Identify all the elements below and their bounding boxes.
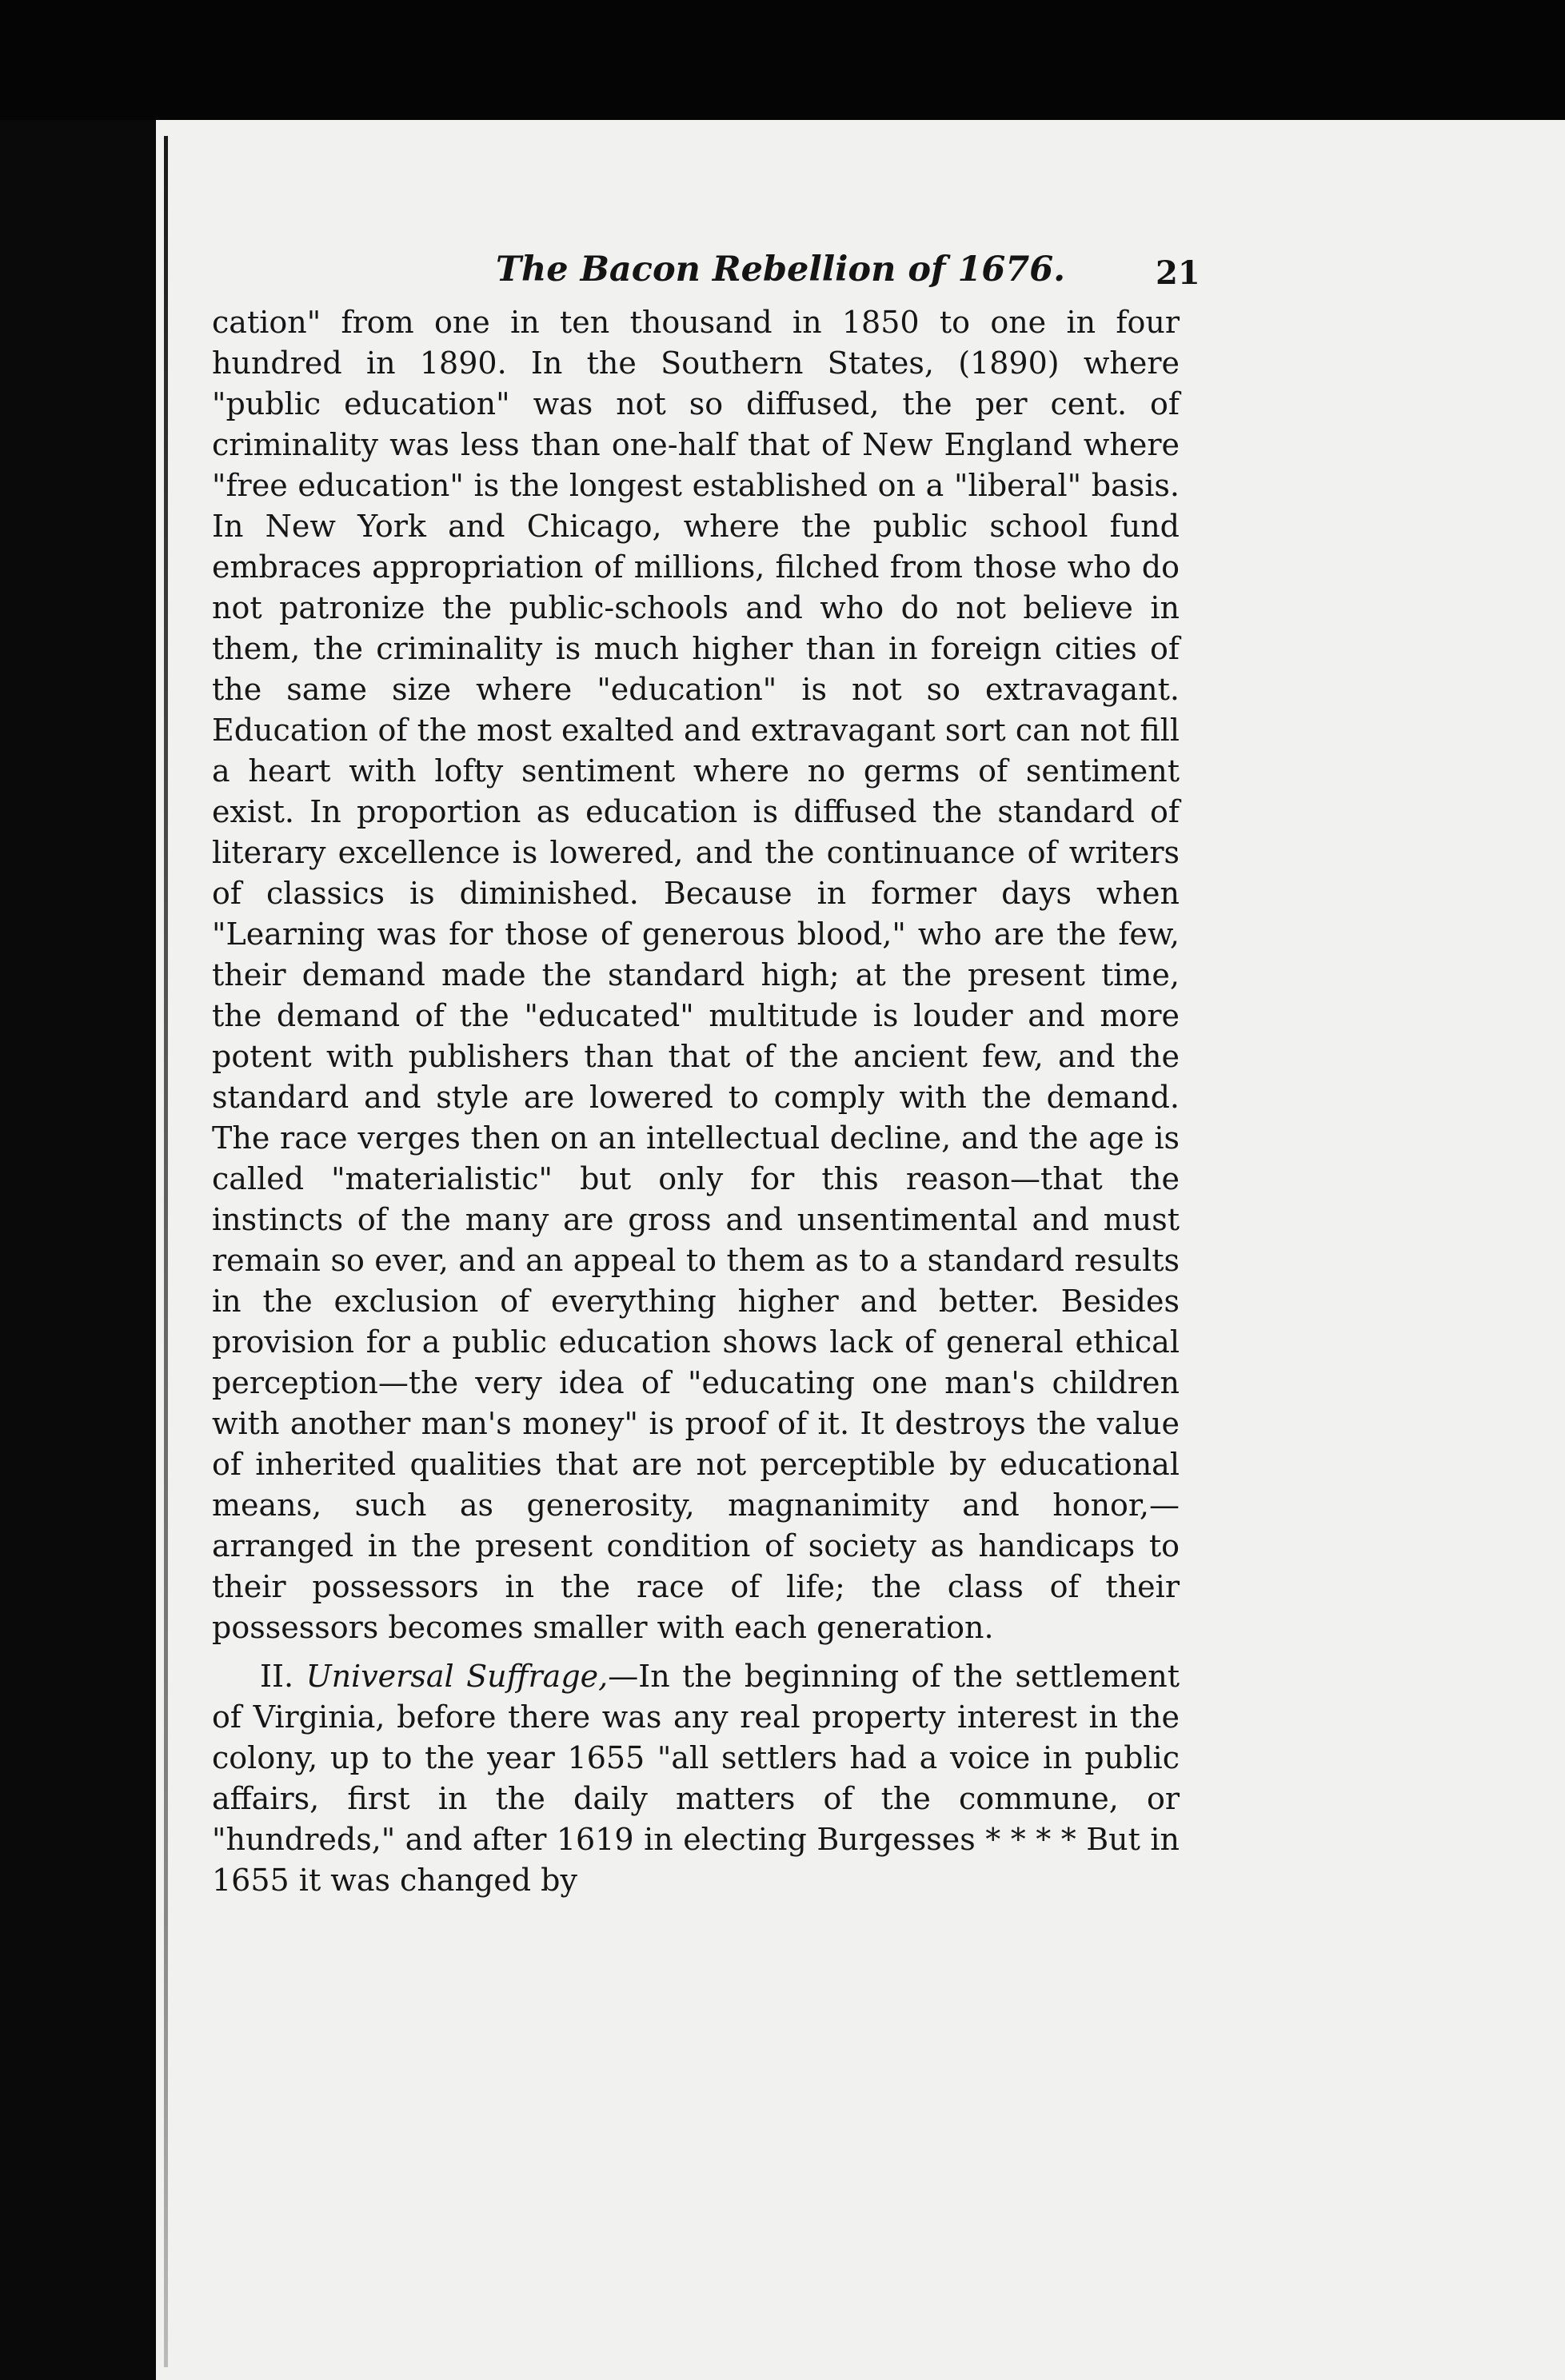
section-numeral: II. — [260, 1659, 294, 1694]
paragraph-criminality: cation" from one in ten thousand in 1850 to one in four hundred in 1890. In the Southern States, (1890) where "public education" was not so diffused, the per cent. of criminality was less than one-half that of New England where "free education" is the longest established on a "liberal" basis. In New York and Chicago, where the public school fund embraces appropriation of millions, filched from those who do not patronize the public-schools and who do not believe in them, the criminality is much higher than in foreign cities of the same size where "education" is not so extravagant. Education of the most exalted and extravagant sort can not fill a heart with lofty sentiment where no germs of sentiment exist. In proportion as education is diffused the standard of literary excellence is lowered, and the continuance of writers of classics is diminished. Because in former days when "Learning was for those of generous blood," who are the few, their demand made the standard high; at the present time, the demand of the "educated" multitude is louder and more potent with publishers than that of the ancient few, and the standard and style are lowered to comply with the demand. The race verges then on an intellectual decline, and the age is called "materialistic" but only for this reason—that the instincts of the many are gross and unsentimental and must remain so ever, and an appeal to them as to a standard results in the exclusion of everything higher and better. Besides provision for a public education shows lack of general ethical perception—the very idea of "educating one man's children with another man's money" is proof of it. It destroys the value of inherited qualities that are not perceptible by educational means, such as generosity, magnanimity and honor,—arranged in the present condition of society as handicaps to their possessors in the race of life; the class of their possessors becomes smaller with each generation. — [212, 305, 1180, 1645]
scan-top-border — [0, 0, 1565, 120]
page-spine-edge — [164, 136, 168, 2367]
section-text: —In the beginning of the settlement of Virginia, before there was any real property interest in the colony, up to the year 1655 "all settlers had a voice in public affairs, first in the daily matters of the commune, or "hundreds," and after 1619 in electing Burgesses * * * * But in 1655 it was changed by — [212, 1659, 1180, 1898]
section-title: Universal Suffrage, — [305, 1659, 609, 1694]
scan-left-border — [0, 120, 156, 2380]
page-number: 21 — [1156, 254, 1200, 292]
running-head: The Bacon Rebellion of 1676. — [496, 250, 1066, 290]
paragraph-universal-suffrage — [212, 1656, 1180, 1901]
body-text — [212, 302, 1180, 1901]
